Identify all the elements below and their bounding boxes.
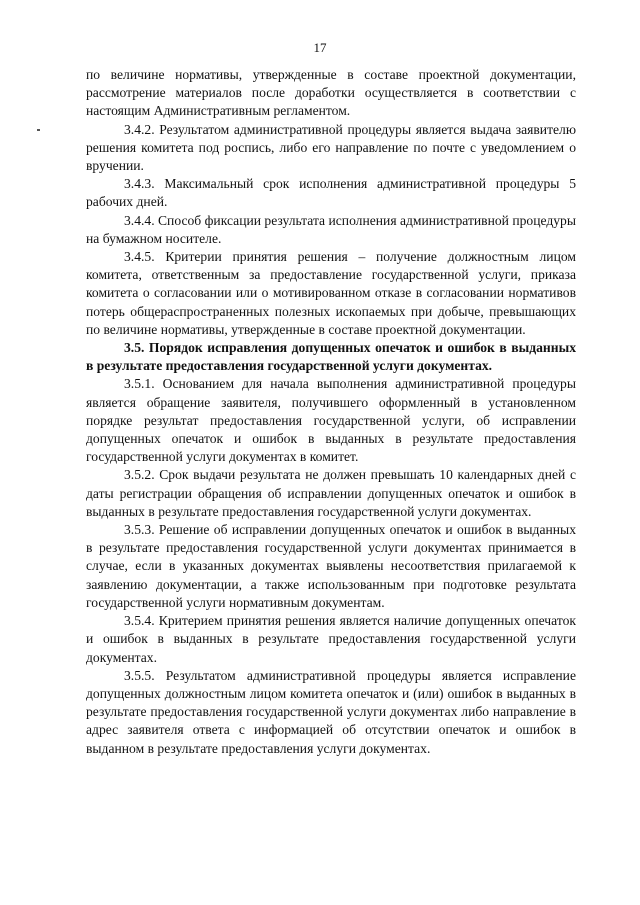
paragraph-3-5-3: 3.5.3. Решение об исправлении допущенных опечаток и ошибок в выданных в результате предоставления государственной услуги документах принимается в случае, если в указанных документах выявлены несоответствия прилагаемой к заявлению документации, а также использованным при подготовке результата государственной услуги нормативным документам. [86,522,576,610]
paragraph-3-5-1: 3.5.1. Основанием для начала выполнения административной процедуры является обращение заявителя, получившего оформленный в установленном порядке результат предоставления государственной услуги, об исправлении допущенных опечаток и ошибок в выданных в результате предоставления государственной услуги документах в комитет. [86,376,576,465]
paragraph-continuation: по величине нормативы, утвержденные в составе проектной документации, рассмотрение материалов после доработки осуществляется в соответствии с настоящим Административным регламентом. [86,67,576,119]
paragraph-3-4-5: 3.4.5. Критерии принятия решения – получение должностным лицом комитета, ответственным за предоставление государственной услуги, приказа комитета о согласовании или о мотивированном отказе в согласовании нормативов потерь общераспространенных полезных ископаемых при добыче, превышающих по величине нормативы, утвержденные в составе проектной документации. [86,249,576,337]
paragraph-3-5-2: 3.5.2. Срок выдачи результата не должен превышать 10 календарных дней с даты регистрации обращения об исправлении допущенных опечаток и ошибок в выданных в результате предоставления государственной услуги документах. [86,467,576,519]
margin-mark [37,129,40,131]
page-number: 17 [313,40,327,55]
document-body [86,66,576,758]
section-heading-3-5: 3.5. Порядок исправления допущенных опечаток и ошибок в выданных в результате предоставления государственной услуги документах. [86,340,576,374]
paragraph-3-5-4: 3.5.4. Критерием принятия решения является наличие допущенных опечаток и ошибок в выданных в результате предоставления государственной услуги документах. [86,613,576,665]
paragraph-3-5-5: 3.5.5. Результатом административной процедуры является исправление допущенных должностным лицом комитета опечаток и (или) ошибок в выданных в результате предоставления государственной услуги документах либо направление в адрес заявителя ответа с информацией об отсутствии опечаток и ошибок в выданном в результате предоставления услуги документах. [86,667,576,756]
paragraph-3-4-4: 3.4.4. Способ фиксации результата исполнения административной процедуры на бумажном носителе. [86,212,576,246]
paragraph-3-4-2: 3.4.2. Результатом административной процедуры является выдача заявителю решения комитета под роспись, либо его направление по почте с уведомлением о вручении. [86,121,576,174]
paragraph-3-4-3: 3.4.3. Максимальный срок исполнения административной процедуры 5 рабочих дней. [86,176,576,210]
